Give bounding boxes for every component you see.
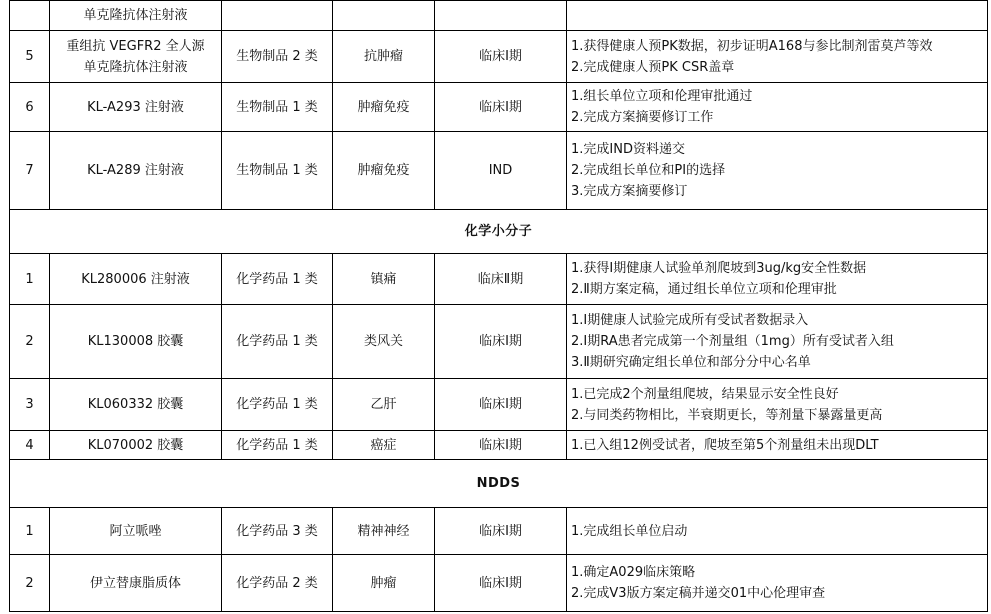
product-name: KL130008 胶囊 [87, 334, 184, 349]
progress-details-cell [567, 132, 988, 210]
product-name-cell [50, 83, 222, 132]
registration-category: 生物制品 2 类 [222, 31, 333, 83]
clinical-phase: 临床Ⅰ期 [435, 83, 567, 132]
indication: 类风关 [333, 305, 435, 379]
row-number: 4 [10, 431, 50, 460]
table-row [10, 83, 988, 132]
pipeline-table-page [9, 0, 987, 612]
registration-category: 化学药品 2 类 [222, 555, 333, 612]
clinical-phase [435, 1, 567, 31]
product-name: 单克隆抗体注射液 [83, 59, 188, 75]
indication: 乙肝 [333, 379, 435, 431]
row-number: 6 [10, 83, 50, 132]
table-row [10, 31, 988, 83]
product-name-cell [50, 555, 222, 612]
table-row [10, 132, 988, 210]
table-row [10, 305, 988, 379]
section-ndds: NDDS [10, 460, 988, 508]
clinical-phase: 临床Ⅰ期 [435, 305, 567, 379]
progress-detail-line: 2.完成V3版方案定稿并递交01中心伦理审查 [571, 586, 826, 601]
product-name-cell [50, 305, 222, 379]
progress-details-cell [567, 254, 988, 305]
row-number: 5 [10, 31, 50, 83]
product-name: 伊立替康脂质体 [89, 575, 181, 591]
progress-detail-line: 1.组长单位立项和伦理审批通过 [571, 89, 753, 104]
indication: 肿瘤免疫 [333, 132, 435, 210]
row-number: 7 [10, 132, 50, 210]
progress-details-cell [567, 83, 988, 132]
row-number [10, 1, 50, 31]
clinical-phase: 临床Ⅰ期 [435, 508, 567, 555]
section-chemical-small-molecule: 化学小分子 [10, 210, 988, 254]
product-name: KL-A293 注射液 [87, 99, 184, 115]
registration-category: 化学药品 1 类 [222, 305, 333, 379]
progress-details-cell [567, 508, 988, 555]
indication: 抗肿瘤 [333, 31, 435, 83]
table-row [10, 379, 988, 431]
progress-detail-line: 2.与同类药物相比，半衰期更长，等剂量下暴露量更高 [571, 407, 883, 423]
product-name: KL280006 注射液 [81, 271, 190, 287]
product-name-cell [50, 132, 222, 210]
table-row [10, 555, 988, 612]
section-chemical-small-molecule-row [10, 210, 988, 254]
progress-details-cell [567, 31, 988, 83]
progress-detail-line: 3.Ⅱ期研究确定组长单位和部分分中心名单 [571, 355, 811, 370]
row-number: 1 [10, 254, 50, 305]
progress-detail-line: 1.完成IND资料递交 [571, 142, 685, 157]
progress-detail-line: 2.完成方案摘要修订工作 [571, 110, 714, 125]
clinical-phase: 临床Ⅰ期 [435, 31, 567, 83]
product-name: 单克隆抗体注射液 [83, 8, 188, 23]
progress-detail-line: 1.Ⅰ期健康人试验完成所有受试者数据录入 [571, 313, 809, 328]
registration-category: 生物制品 1 类 [222, 83, 333, 132]
indication: 肿瘤免疫 [333, 83, 435, 132]
progress-detail-line: 2.Ⅱ期方案定稿，通过组长单位立项和伦理审批 [571, 282, 837, 297]
product-name: KL060332 胶囊 [87, 397, 184, 412]
product-name: 阿立哌唑 [109, 523, 162, 539]
indication [333, 1, 435, 31]
progress-details-cell [567, 1, 988, 31]
registration-category: 化学药品 1 类 [222, 431, 333, 460]
product-name-cell [50, 31, 222, 83]
product-name-cell [50, 431, 222, 460]
progress-detail-line: 1.获得健康人预PK数据，初步证明A168与参比制剂雷莫芦等效 [571, 38, 933, 54]
registration-category [222, 1, 333, 31]
product-name: KL-A289 注射液 [87, 163, 184, 178]
pipeline-table [9, 0, 988, 612]
row-number: 3 [10, 379, 50, 431]
indication: 肿瘤 [333, 555, 435, 612]
indication: 精神神经 [333, 508, 435, 555]
product-name: KL070002 胶囊 [87, 437, 184, 453]
table-row [10, 1, 988, 31]
progress-details-cell [567, 379, 988, 431]
progress-detail-line: 1.确定A029临床策略 [571, 565, 696, 580]
product-name: 重组抗 VEGFR2 全人源 [66, 38, 205, 54]
row-number: 2 [10, 305, 50, 379]
progress-detail-line: 1.获得Ⅰ期健康人试验单剂爬坡到3ug/kg安全性数据 [571, 261, 867, 276]
clinical-phase: 临床Ⅰ期 [435, 431, 567, 460]
progress-details-cell [567, 305, 988, 379]
registration-category: 化学药品 1 类 [222, 254, 333, 305]
row-number: 1 [10, 508, 50, 555]
clinical-phase: IND [435, 132, 567, 210]
progress-details-cell [567, 555, 988, 612]
table-row [10, 431, 988, 460]
progress-details-cell [567, 431, 988, 460]
registration-category: 化学药品 3 类 [222, 508, 333, 555]
section-ndds-row [10, 460, 988, 508]
indication: 镇痛 [333, 254, 435, 305]
product-name-cell [50, 1, 222, 31]
registration-category: 化学药品 1 类 [222, 379, 333, 431]
product-name-cell [50, 254, 222, 305]
row-number: 2 [10, 555, 50, 612]
table-row [10, 508, 988, 555]
progress-detail-line: 1.完成组长单位启动 [571, 523, 688, 539]
table-row [10, 254, 988, 305]
progress-detail-line: 2.完成健康人预PK CSR盖章 [571, 59, 735, 75]
clinical-phase: 临床Ⅱ期 [435, 254, 567, 305]
product-name-cell [50, 379, 222, 431]
clinical-phase: 临床Ⅰ期 [435, 555, 567, 612]
product-name-cell [50, 508, 222, 555]
progress-detail-line: 2.完成组长单位和PI的选择 [571, 163, 726, 178]
progress-detail-line: 1.已完成2个剂量组爬坡，结果显示安全性良好 [571, 386, 839, 402]
registration-category: 生物制品 1 类 [222, 132, 333, 210]
clinical-phase: 临床Ⅰ期 [435, 379, 567, 431]
progress-detail-line: 1.已入组12例受试者，爬坡至第5个剂量组未出现DLT [571, 437, 879, 453]
indication: 癌症 [333, 431, 435, 460]
progress-detail-line: 3.完成方案摘要修订 [571, 184, 688, 199]
progress-detail-line: 2.Ⅰ期RA患者完成第一个剂量组（1mg）所有受试者入组 [571, 334, 894, 349]
